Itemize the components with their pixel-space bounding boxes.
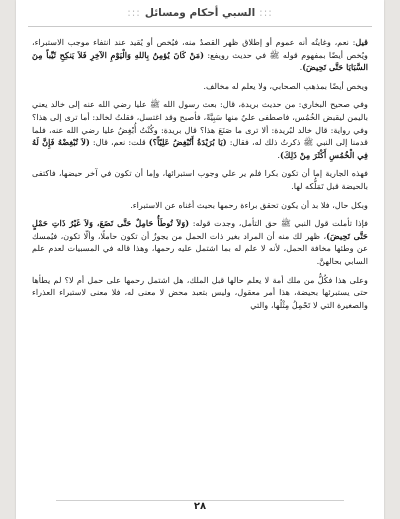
paragraph-1-tail: . <box>299 62 303 73</box>
document-page <box>16 0 384 519</box>
paragraph-4 <box>32 167 368 192</box>
paragraph-6 <box>32 217 368 267</box>
paragraph-1-hadith-quote: (مَنْ كَانَ يُؤمِنُ بِاللهِ وَالْيَوْمِ الآخِرِ فَلاَ يَنكِحِ ثَيِّباً مِنَ السَّبَايَا حَتَّى تَحِيضَ) <box>32 49 368 73</box>
header-ornament-right: ::: <box>259 7 273 19</box>
paragraph-6-text-2: ، ظهر لك منه أن المراد بغير ذات الحمل من يجوزُ أن تكون حاملًا، وألّا تكون، فيُمسك عن وطئها مخافة الحمل، لأنه لا علم له بما اشتمل عليه رحمها، وهذا قاله في المسبيات لعدم علم السابي بحالهنَّ. <box>32 230 368 266</box>
paragraph-1-lead: قيل <box>355 37 368 47</box>
paragraph-3 <box>32 98 368 161</box>
paragraph-3-text: وفي صحيح البخاري: من حديث بريدة، قال: بعث رسول الله ﷺ عليا رضي الله عنه إلى خالد يعني باليمن ليقبض الخُمُس، فاصطفى عليٌ منها سَبِيَّةً، فأصبح وقد اغتسل، فقلتُ لخالد: أما ترى إلى هذا؟ وفي رواية: قال خالد لبُريدة: ألا ترى ما صَنَعَ هذا؟ قال بريدة: وكُنْتُ أُبْغِضُ عليا رضي الله عنه، فلما قدمنا إلى النبي ﷺ ذكرتُ ذلك له، فقال: <box>32 99 368 148</box>
paragraph-1 <box>32 36 368 74</box>
paragraph-3-hadith-quote: (يَا بُرَيْدَةُ أَتُبْغِضُ عَلِيّاً؟) <box>148 137 227 148</box>
paragraph-1-text: : نعم، وغايتُه أنه عموم أو إطلاق ظهر القصدُ منه، فيُخص أو يُقيد عند انتفاء موجب الاستبراء، ويُخص أيضًا بمفهوم قوله ﷺ في حديث رويفع: <box>32 37 368 60</box>
paragraph-2-text: ويخص أيضًا بمذهب الصحابي، ولا يعلم له مخالف. <box>203 80 368 91</box>
header-title: السبي أحكام ومسائل <box>144 7 256 19</box>
paragraph-7 <box>32 274 368 312</box>
paragraph-2 <box>32 80 368 93</box>
paragraph-7-text: وعلى هذا فكُلُّ من ملك أمة لا يعلم حالها قبل الملك، هل اشتمل رحمها على حمل أم لا؟ لم يطأها حتى يستبرئها بحيضة، هذا أمر معقول، وليس بتعبد محض لا معنى له، فلا معنى لاستبراء العذراء والصغيرة التي لا تَحْمِلُ مِثْلُها، والتي <box>32 274 368 310</box>
paragraph-3-hadith-quote-2: (لاَ تُبْغِضْهُ فَإِنَّ لَهُ فِي الْخُمُسِ أَكْثَرَ مِنْ ذَلِكَ) <box>32 137 368 160</box>
running-header <box>16 2 384 24</box>
paragraph-3-tail: . <box>277 149 280 160</box>
body-text <box>32 36 368 489</box>
header-divider <box>28 26 372 27</box>
page-number: ٢٨ <box>193 501 207 512</box>
paragraph-6-text: فإذا تأملت قول النبي ﷺ حق التأمل، وجدت قوله: <box>189 218 368 229</box>
header-ornament-left: ::: <box>127 7 141 19</box>
paragraph-3-text-2: قلت: نعم، قال: <box>89 137 149 148</box>
paragraph-5-text: وبكل حال، فلا بد أن يكون تحقق براءة رحمها بحيث أغناه عن الاستبراء. <box>130 199 368 210</box>
paragraph-4-text: فهذه الجارية إما أن تكون بكرا فلم ير علي وجوب استبرائها، وإما أن تكون في آخر حيضها، فاكتفى بالحيضة قبل تَمَلُّكه لها. <box>32 168 368 191</box>
paragraph-6-hadith-quote: (وَلاَ تُوطَأُ حَامِلٌ حَتَّى تَضَعَ، وَلاَ غَيْرُ ذَاتِ حَمْلٍ حَتَّى تَحِيضَ) <box>32 218 368 241</box>
paragraph-5 <box>32 199 368 212</box>
